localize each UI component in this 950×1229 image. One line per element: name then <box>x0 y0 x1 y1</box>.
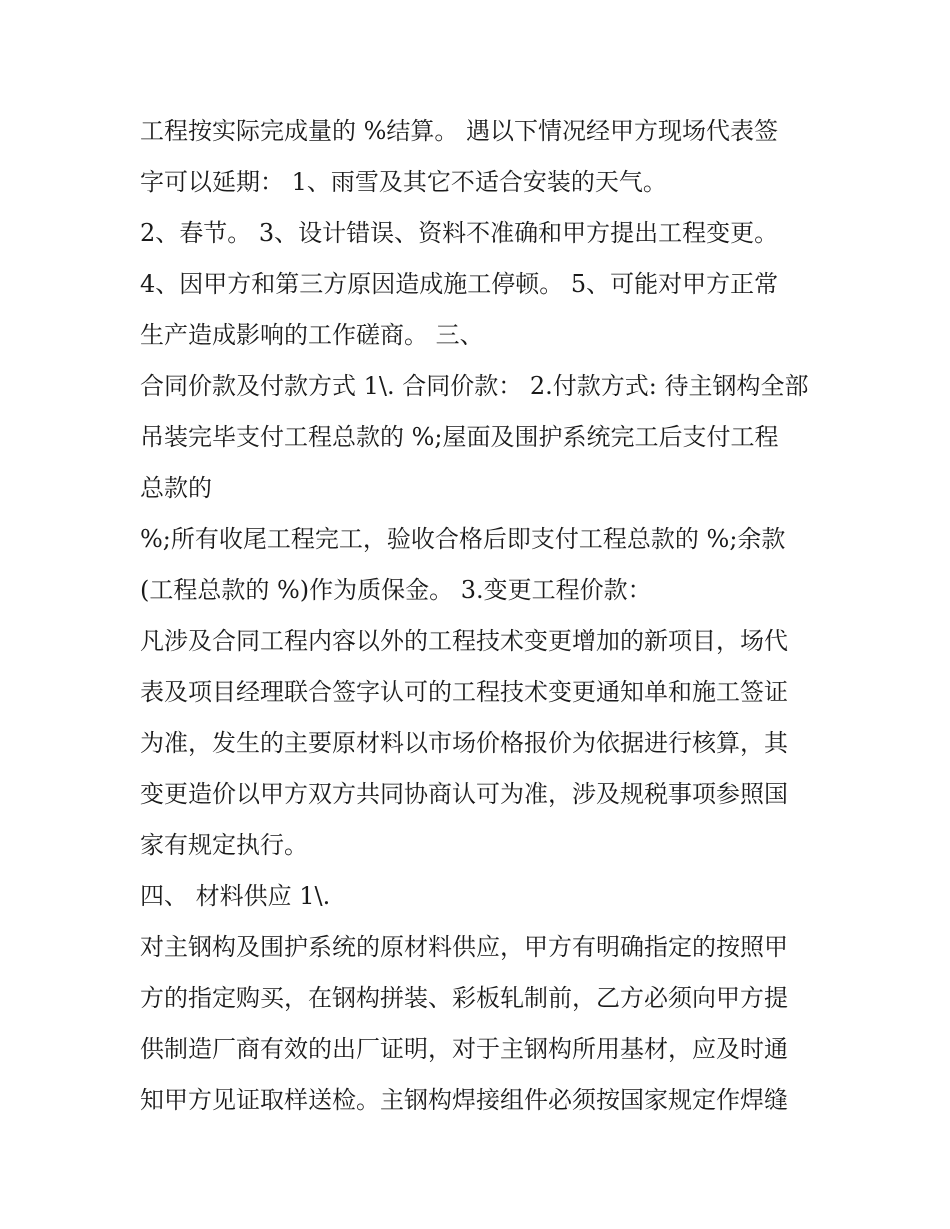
text-line: 工程按实际完成量的 %结算。 遇以下情况经甲方现场代表签 <box>140 117 779 145</box>
text-line: 知甲方见证取样送检。主钢构焊接组件必须按国家规定作焊缝 <box>140 1086 788 1114</box>
text-line: 变更造价以甲方双方共同协商认可为准，涉及规税事项参照国 <box>140 780 788 808</box>
text-line: 凡涉及合同工程内容以外的工程技术变更增加的新项目，场代 <box>140 627 788 655</box>
text-line: %;所有收尾工程完工，验收合格后即支付工程总款的 %;余款 <box>140 525 786 553</box>
text-line: 供制造厂商有效的出厂证明，对于主钢构所用基材，应及时通 <box>140 1035 788 1063</box>
text-line: 家有规定执行。 <box>140 831 308 859</box>
text-line: 4、因甲方和第三方原因造成施工停顿。 5、可能对甲方正常 <box>140 270 779 298</box>
text-line: 为准，发生的主要原材料以市场价格报价为依据进行核算，其 <box>140 729 788 757</box>
text-line: 总款的 <box>140 474 212 502</box>
text-line: 生产造成影响的工作磋商。 三、 <box>140 321 484 349</box>
text-line: 表及项目经理联合签字认可的工程技术变更通知单和施工签证 <box>140 678 788 706</box>
text-line: 方的指定购买，在钢构拼装、彩板轧制前，乙方必须向甲方提 <box>140 984 788 1012</box>
text-line: (工程总款的 %)作为质保金。 3.变更工程价款： <box>140 576 652 604</box>
text-line: 四、 材料供应 1\. <box>140 882 331 910</box>
contract-text <box>140 106 830 1126</box>
text-line: 合同价款及付款方式 1\. 合同价款： 2.付款方式: 待主钢构全部 <box>140 372 809 400</box>
text-line: 吊装完毕支付工程总款的 %;屋面及围护系统完工后支付工程 <box>140 423 779 451</box>
text-line: 字可以延期： 1、雨雪及其它不适合安装的天气。 <box>140 168 667 196</box>
text-line: 对主钢构及围护系统的原材料供应，甲方有明确指定的按照甲 <box>140 933 788 961</box>
text-line: 2、春节。 3、设计错误、资料不准确和甲方提出工程变更。 <box>140 219 779 247</box>
